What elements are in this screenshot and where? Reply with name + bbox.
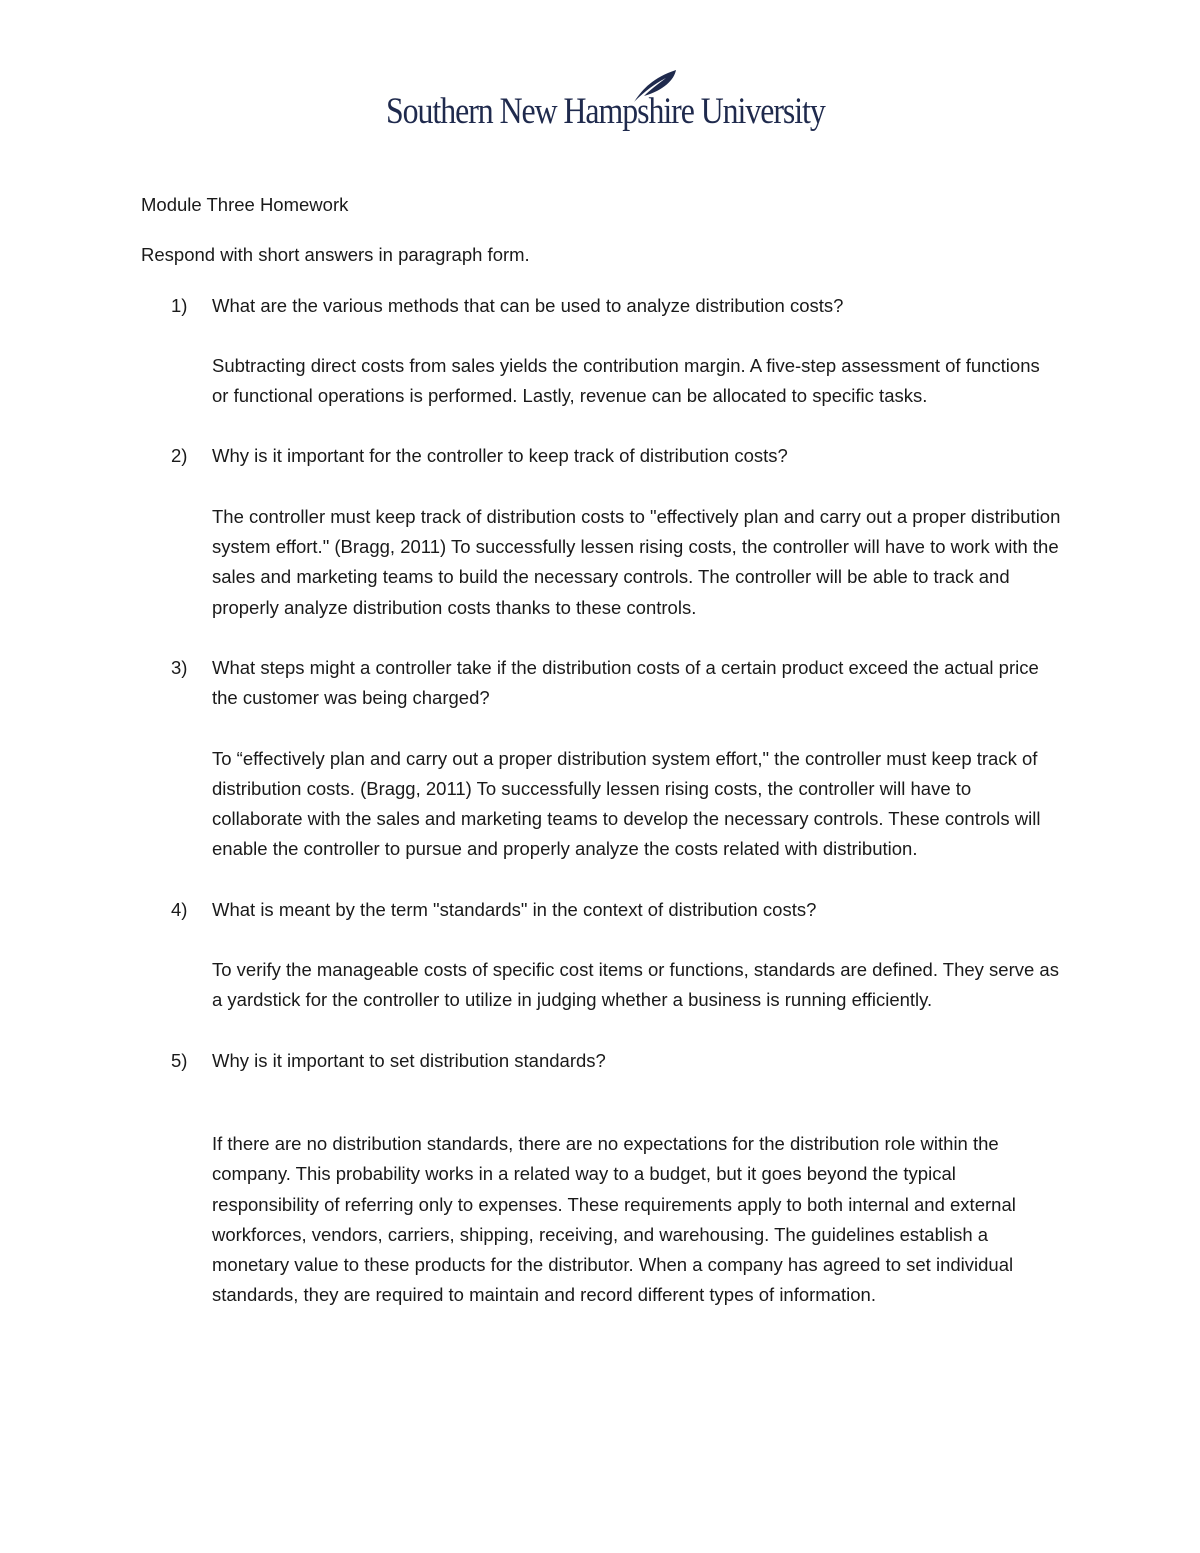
question-item (141, 653, 1061, 865)
document-body (141, 190, 1061, 1341)
question-item (141, 895, 1061, 1016)
question-text: What is meant by the term "standards" in the context of distribution costs? (212, 898, 817, 920)
question-number: 4) (171, 898, 188, 920)
question-text: What steps might a controller take if the distribution costs of a certain product exceed the actual price the customer was being charged? (212, 656, 1039, 709)
question-item (141, 441, 1061, 622)
question-text: Why is it important for the controller to keep track of distribution costs? (212, 445, 788, 467)
logo-text: Southern New Hampshire University (386, 91, 825, 132)
answer-text: To “effectively plan and carry out a proper distribution system effort," the controller must keep track of distribution costs. (Bragg, 2011) To successfully lessen rising costs, the controller will have to collaborate with the sales and marketing teams to develop the necessary controls. These controls will enable the controller to pursue and properly analyze the costs related with distribution. (212, 747, 1041, 860)
question-number: 5) (171, 1049, 188, 1071)
question-number: 1) (171, 294, 188, 316)
document-title: Module Three Homework (141, 194, 349, 215)
question-item (141, 1046, 1061, 1311)
question-text: Why is it important to set distribution standards? (212, 1049, 606, 1071)
question-item (141, 291, 1061, 412)
answer-text: To verify the manageable costs of specific cost items or functions, standards are defined. They serve as a yardstick for the controller to utilize in judging whether a business is running efficiently. (212, 959, 1059, 1011)
answer-text: If there are no distribution standards, there are no expectations for the distribution role within the company. This probability works in a related way to a budget, but it goes beyond the typical responsibility of referring only to expenses. These requirements apply to both internal and external workforces, vendors, carriers, shipping, receiving, and warehousing. The guidelines establish a monetary value to these products for the distributor. When a company has agreed to set individual standards, they are required to maintain and record different types of information. (212, 1132, 1016, 1306)
question-number: 3) (171, 656, 188, 678)
answer-text: The controller must keep track of distribution costs to "effectively plan and carry out a proper distribution system effort." (Bragg, 2011) To successfully lessen rising costs, the controller will have to work with the sales and marketing teams to build the necessary controls. The controller will be able to track and properly analyze distribution costs thanks to these controls. (212, 505, 1061, 618)
answer-text: Subtracting direct costs from sales yields the contribution margin. A five-step assessment of functions or functional operations is performed. Lastly, revenue can be allocated to specific tasks. (212, 354, 1040, 407)
university-logo (386, 68, 826, 140)
question-number: 2) (171, 445, 188, 467)
question-text: What are the various methods that can be used to analyze distribution costs? (212, 294, 844, 316)
document-instructions: Respond with short answers in paragraph form. (141, 244, 530, 266)
